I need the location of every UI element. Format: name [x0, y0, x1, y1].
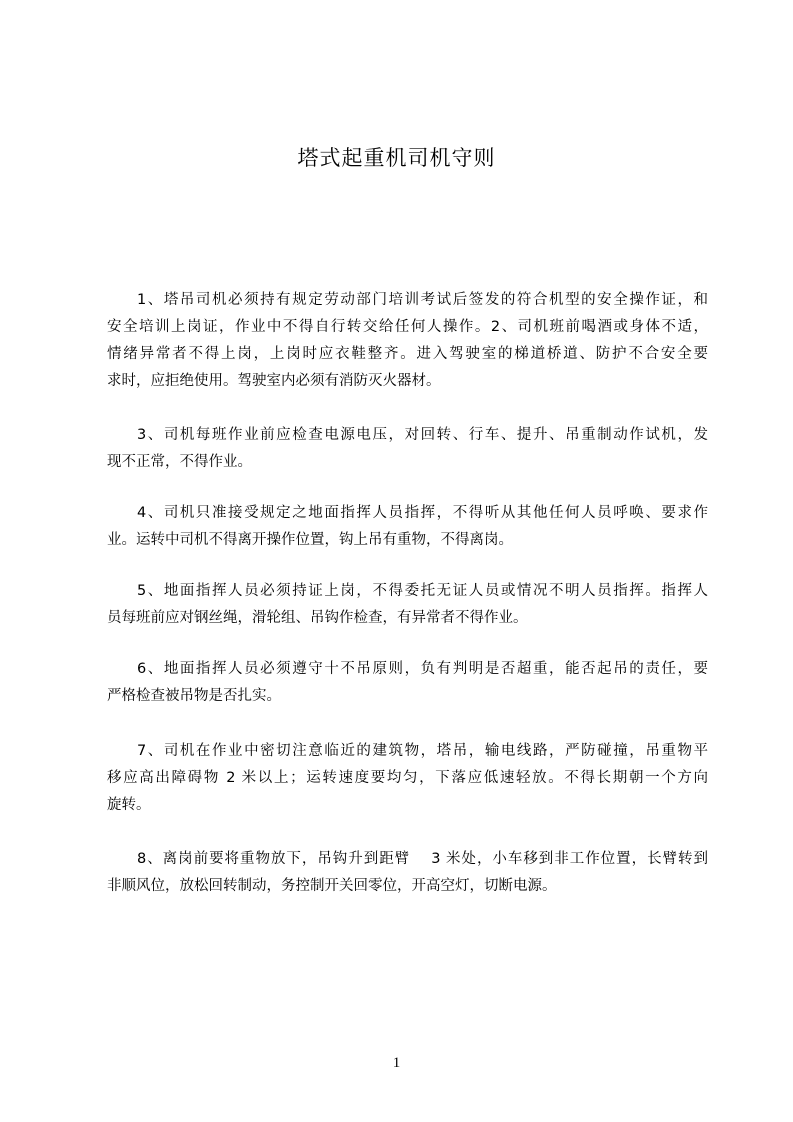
paragraph-line: 严格检查被吊物是否扎实。	[107, 688, 281, 704]
paragraph-line: 员每班前应对钢丝绳，滑轮组、吊钩作检查，有异常者不得作业。	[107, 610, 528, 626]
paragraph	[107, 287, 708, 395]
paragraph-line: 6、地面指挥人员必须遵守十不吊原则，负有判明是否超重，能否起吊的责任，要	[137, 661, 708, 677]
paragraph-line: 旋转。	[107, 797, 151, 813]
paragraph	[107, 578, 708, 632]
paragraph	[107, 422, 708, 476]
paragraph-line: 移应高出障碍物 2 米以上；运转速度要均匀，下落应低速轻放。不得长期朝一个方向	[107, 770, 708, 786]
paragraph-line: 1、塔吊司机必须持有规定劳动部门培训考试后签发的符合机型的安全操作证，和	[137, 292, 708, 308]
paragraph-line: 现不正常，不得作业。	[107, 454, 252, 470]
paragraph-line: 非顺风位，放松回转制动，务控制开关回零位，开高空灯，切断电源。	[107, 878, 557, 894]
paragraph-line: 8、离岗前要将重物放下，吊钩升到距臂 3 米处，小车移到非工作位置，长臂转到	[137, 851, 708, 867]
paragraph-line: 安全培训上岗证，作业中不得自行转交给任何人操作。2、司机班前喝酒或身体不适，	[107, 319, 708, 335]
paragraph-line: 7、司机在作业中密切注意临近的建筑物，塔吊，输电线路，严防碰撞，吊重物平	[137, 743, 708, 759]
paragraph	[107, 656, 708, 710]
paragraph-line: 4、司机只准接受规定之地面指挥人员指挥，不得听从其他任何人员呼唤、要求作	[137, 505, 708, 521]
paragraph	[107, 738, 708, 819]
paragraph	[107, 846, 708, 900]
paragraph-line: 5、地面指挥人员必须持证上岗，不得委托无证人员或情况不明人员指挥。指挥人	[137, 583, 708, 599]
page-number: 1	[392, 1055, 401, 1071]
paragraph-line: 求时，应拒绝使用。驾驶室内必须有消防灭火器材。	[107, 373, 441, 389]
paragraph	[107, 500, 708, 554]
paragraph-line: 业。运转中司机不得离开操作位置，钩上吊有重物，不得离岗。	[107, 532, 513, 548]
paragraph-line: 3、司机每班作业前应检查电源电压，对回转、行车、提升、吊重制动作试机，发	[137, 427, 708, 443]
paragraph-line: 情绪异常者不得上岗，上岗时应衣鞋整齐。进入驾驶室的梯道桥道、防护不合安全要	[107, 346, 708, 362]
document-title: 塔式起重机司机守则	[297, 146, 496, 170]
